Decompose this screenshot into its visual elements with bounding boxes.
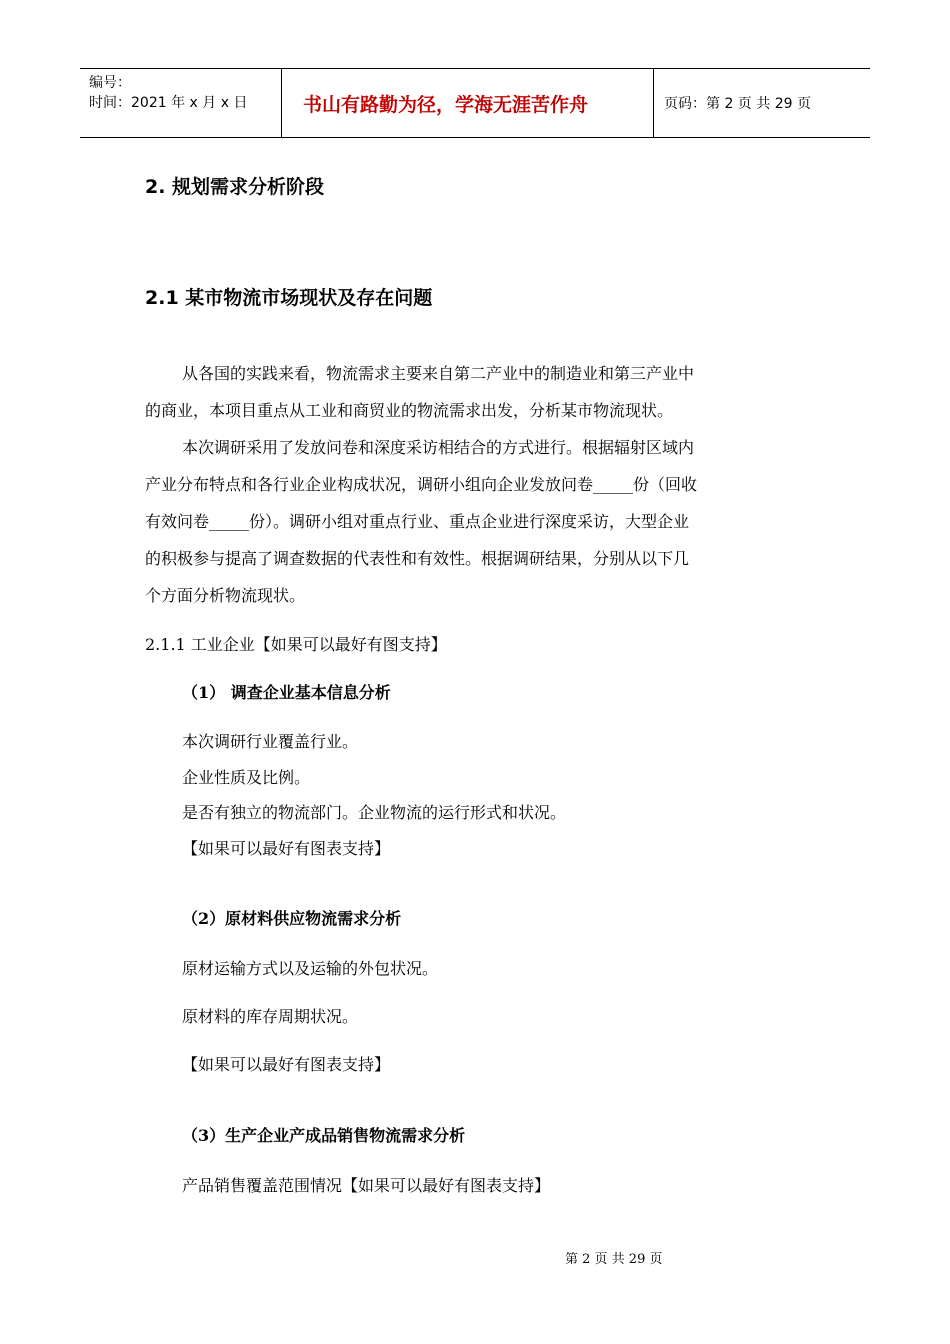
subsection-title: 2.1 某市物流市场现状及存在问题 <box>145 287 433 309</box>
body-paragraph-line: 的积极参与提高了调查数据的代表性和有效性。根据调研结果，分别从以下几 <box>145 549 690 568</box>
sub2-line: 【如果可以最好有图表支持】 <box>182 1055 391 1074</box>
body-paragraph-line: 有效问卷_____份）。调研小组对重点行业、重点企业进行深度采访，大型企业 <box>145 512 690 531</box>
sub2-title: （2）原材料供应物流需求分析 <box>182 909 402 928</box>
sub1-line: 【如果可以最好有图表支持】 <box>182 839 391 858</box>
body-paragraph-line: 个方面分析物流现状。 <box>145 586 306 605</box>
document-number-label: 编号： <box>89 75 131 91</box>
sub1-line: 企业性质及比例。 <box>182 768 311 787</box>
header-page-info: 页码：第 2 页 共 29 页 <box>664 96 811 112</box>
page-header <box>80 68 870 138</box>
sub1-line: 是否有独立的物流部门。企业物流的运行形式和状况。 <box>182 803 567 822</box>
body-paragraph-line: 产业分布特点和各行业企业构成状况，调研小组向企业发放问卷_____份（回收 <box>145 475 698 494</box>
sub3-title: （3）生产企业产成品销售物流需求分析 <box>182 1126 466 1145</box>
sub1-line: 本次调研行业覆盖行业。 <box>182 732 359 751</box>
header-motto: 书山有路勤为径，学海无涯苦作舟 <box>282 69 654 137</box>
document-time-label: 时间：2021 年 x 月 x 日 <box>89 95 248 111</box>
sub2-line: 原材料的库存周期状况。 <box>182 1007 359 1026</box>
body-paragraph-line: 的商业，本项目重点从工业和商贸业的物流需求出发，分析某市物流现状。 <box>145 401 674 420</box>
body-paragraph-line: 从各国的实践来看，物流需求主要来自第二产业中的制造业和第三产业中 <box>182 364 695 383</box>
header-left-cell <box>80 69 282 137</box>
item-2-1-1-heading: 2.1.1 工业企业【如果可以最好有图支持】 <box>145 635 447 654</box>
body-paragraph-line: 本次调研采用了发放问卷和深度采访相结合的方式进行。根据辐射区域内 <box>182 438 695 457</box>
sub3-line: 产品销售覆盖范围情况【如果可以最好有图表支持】 <box>182 1176 551 1195</box>
sub1-title: （1） 调查企业基本信息分析 <box>182 683 391 702</box>
page-footer: 第 2 页 共 29 页 <box>565 1252 663 1267</box>
section-title: 2. 规划需求分析阶段 <box>145 176 325 198</box>
sub2-line: 原材运输方式以及运输的外包状况。 <box>182 959 439 978</box>
